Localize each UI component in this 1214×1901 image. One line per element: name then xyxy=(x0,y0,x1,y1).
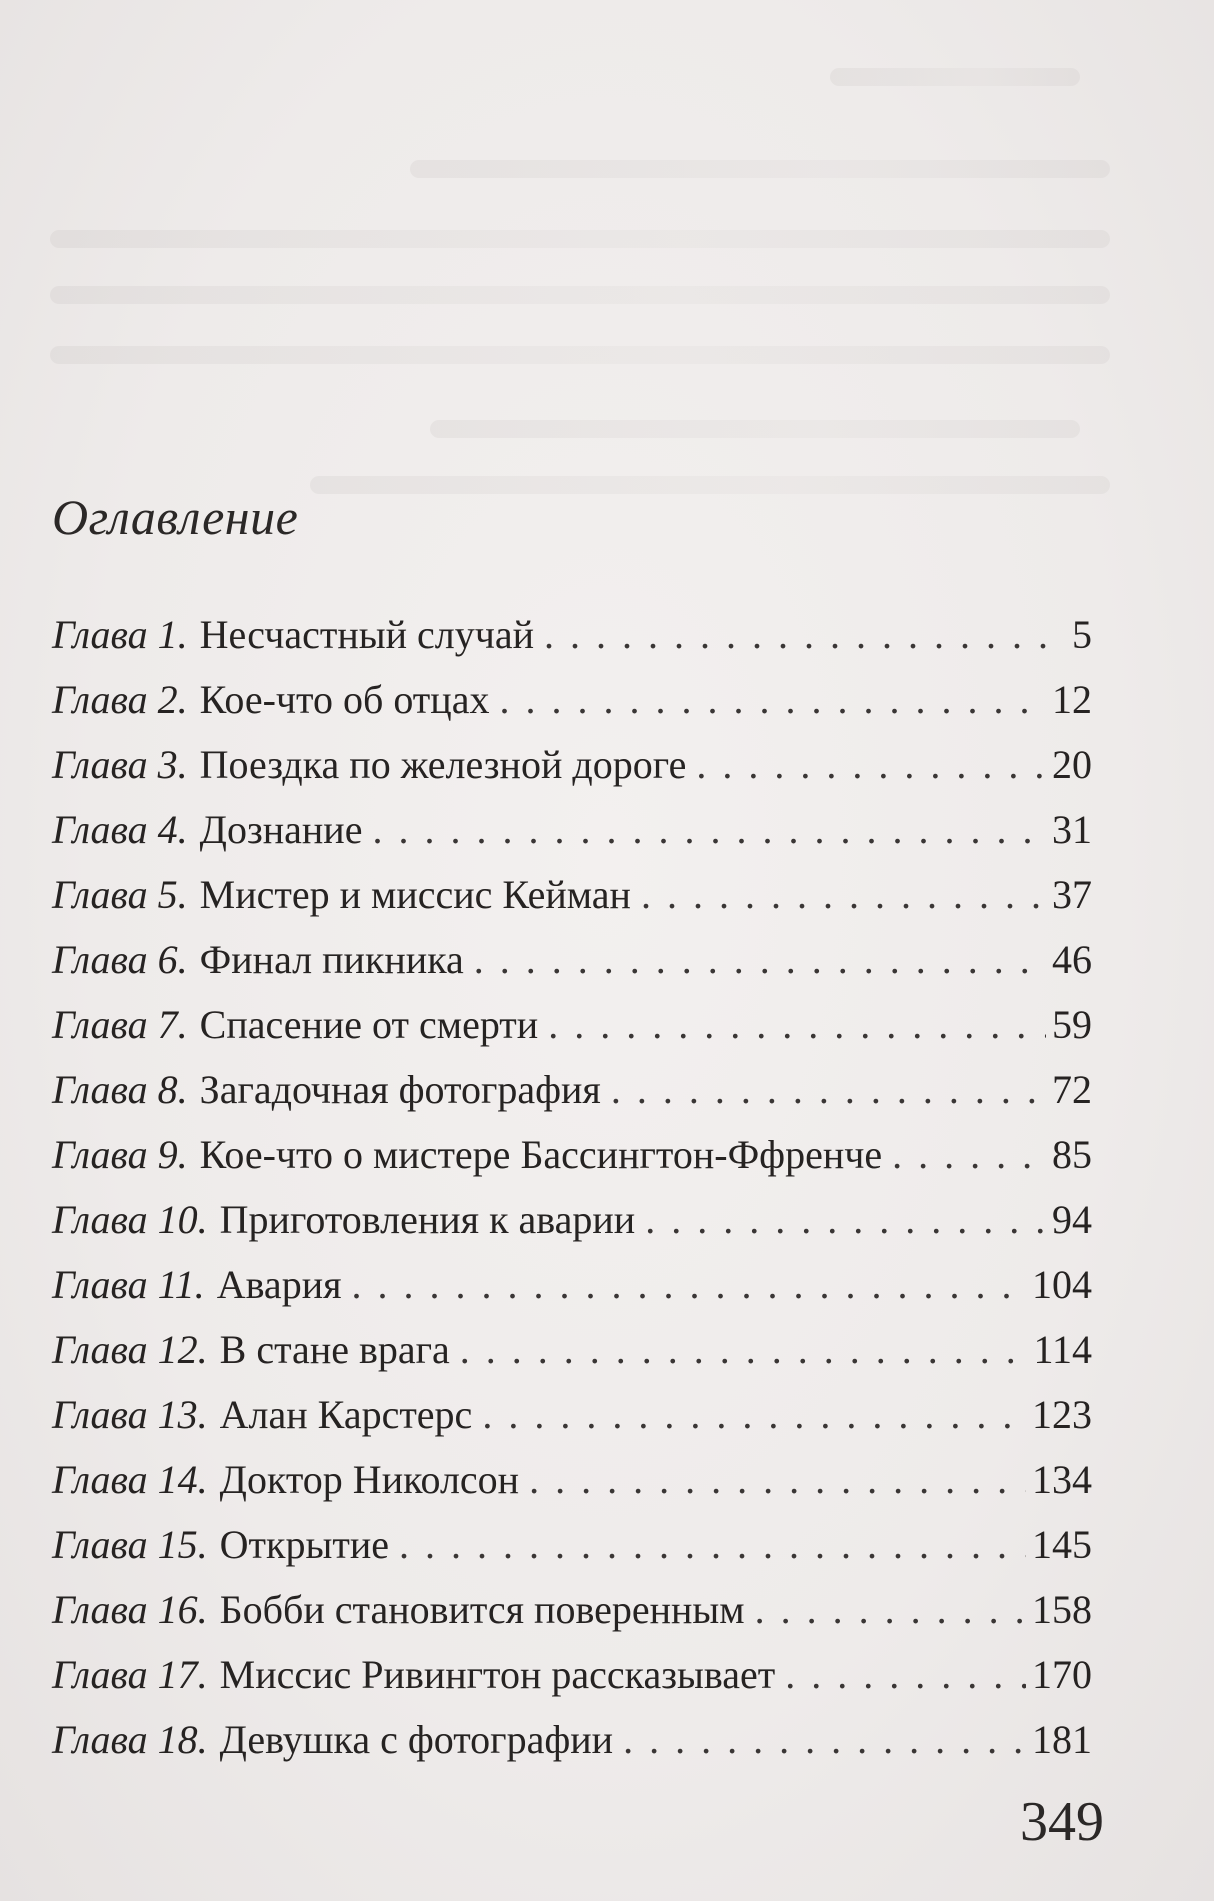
chapter-title: Поездка по железной дороге xyxy=(199,742,687,787)
dot-leader xyxy=(785,1642,1026,1707)
dot-leader xyxy=(544,602,1046,667)
chapter-label: Глава 11. xyxy=(52,1262,205,1307)
toc-entry xyxy=(52,602,1092,667)
chapter-page-number: 85 xyxy=(1052,1132,1092,1177)
dot-leader xyxy=(460,1317,1028,1382)
chapter-title: Загадочная фотография xyxy=(199,1067,601,1112)
toc-entry xyxy=(52,992,1092,1057)
chapter-label: Глава 6. xyxy=(52,937,188,982)
toc-entry xyxy=(52,797,1092,862)
dot-leader xyxy=(352,1252,1027,1317)
chapter-page-number: 31 xyxy=(1052,807,1092,852)
chapter-title: Кое-что об отцах xyxy=(199,677,490,722)
chapter-title: Открытие xyxy=(219,1522,389,1567)
chapter-title: Авария xyxy=(216,1262,342,1307)
show-through-text xyxy=(50,40,1100,510)
chapter-page-number: 170 xyxy=(1032,1652,1092,1697)
toc-entry xyxy=(52,1252,1092,1317)
toc-entry xyxy=(52,1187,1092,1252)
toc-entry xyxy=(52,1707,1092,1772)
chapter-title: Финал пикника xyxy=(199,937,464,982)
chapter-page-number: 5 xyxy=(1072,612,1092,657)
page-number: 349 xyxy=(1020,1791,1104,1853)
chapter-label: Глава 2. xyxy=(52,677,188,722)
toc-entry xyxy=(52,1122,1092,1187)
chapter-label: Глава 8. xyxy=(52,1067,188,1112)
toc-entry xyxy=(52,1447,1092,1512)
chapter-label: Глава 10. xyxy=(52,1197,208,1242)
chapter-title: Дознание xyxy=(199,807,363,852)
dot-leader xyxy=(611,1057,1046,1122)
dot-leader xyxy=(474,927,1046,992)
toc-entry xyxy=(52,1577,1092,1642)
dot-leader xyxy=(645,1187,1046,1252)
chapter-label: Глава 7. xyxy=(52,1002,188,1047)
toc-heading: Оглавление xyxy=(52,489,299,545)
toc-entry xyxy=(52,1057,1092,1122)
chapter-title: Бобби становится поверенным xyxy=(219,1587,745,1632)
toc-entry xyxy=(52,1642,1092,1707)
chapter-title: Девушка с фотографии xyxy=(219,1717,614,1762)
chapter-title: Мистер и миссис Кейман xyxy=(199,872,631,917)
dot-leader xyxy=(482,1382,1026,1447)
chapter-title: Миссис Ривингтон рассказывает xyxy=(219,1652,776,1697)
chapter-label: Глава 1. xyxy=(52,612,188,657)
chapter-label: Глава 9. xyxy=(52,1132,188,1177)
chapter-page-number: 134 xyxy=(1032,1457,1092,1502)
chapter-label: Глава 15. xyxy=(52,1522,208,1567)
chapter-label: Глава 16. xyxy=(52,1587,208,1632)
chapter-page-number: 145 xyxy=(1032,1522,1092,1567)
toc-entry xyxy=(52,732,1092,797)
dot-leader xyxy=(696,732,1046,797)
chapter-title: В стане врага xyxy=(219,1327,450,1372)
chapter-title: Несчастный случай xyxy=(199,612,535,657)
toc-list xyxy=(52,602,1092,1772)
dot-leader xyxy=(623,1707,1026,1772)
toc-entry xyxy=(52,862,1092,927)
chapter-page-number: 94 xyxy=(1052,1197,1092,1242)
chapter-label: Глава 14. xyxy=(52,1457,208,1502)
chapter-label: Глава 17. xyxy=(52,1652,208,1697)
chapter-title: Алан Карстерс xyxy=(219,1392,473,1437)
chapter-label: Глава 4. xyxy=(52,807,188,852)
dot-leader xyxy=(529,1447,1026,1512)
chapter-label: Глава 18. xyxy=(52,1717,208,1762)
chapter-page-number: 123 xyxy=(1032,1392,1092,1437)
chapter-title: Доктор Николсон xyxy=(219,1457,520,1502)
chapter-page-number: 37 xyxy=(1052,872,1092,917)
chapter-label: Глава 13. xyxy=(52,1392,208,1437)
toc-entry xyxy=(52,667,1092,732)
chapter-page-number: 114 xyxy=(1033,1327,1092,1372)
chapter-page-number: 158 xyxy=(1032,1587,1092,1632)
dot-leader xyxy=(499,667,1046,732)
chapter-page-number: 12 xyxy=(1052,677,1092,722)
dot-leader xyxy=(892,1122,1046,1187)
dot-leader xyxy=(548,992,1046,1057)
chapter-page-number: 46 xyxy=(1052,937,1092,982)
dot-leader xyxy=(399,1512,1026,1577)
dot-leader xyxy=(755,1577,1026,1642)
toc-entry xyxy=(52,1317,1092,1382)
chapter-page-number: 104 xyxy=(1032,1262,1092,1307)
chapter-label: Глава 3. xyxy=(52,742,188,787)
toc-entry xyxy=(52,1382,1092,1447)
chapter-title: Кое-что о мистере Бассингтон-Ффренче xyxy=(199,1132,883,1177)
toc-entry xyxy=(52,927,1092,992)
chapter-label: Глава 12. xyxy=(52,1327,208,1372)
chapter-page-number: 181 xyxy=(1032,1717,1092,1762)
chapter-page-number: 72 xyxy=(1052,1067,1092,1112)
chapter-page-number: 20 xyxy=(1052,742,1092,787)
toc-entry xyxy=(52,1512,1092,1577)
chapter-label: Глава 5. xyxy=(52,872,188,917)
dot-leader xyxy=(641,862,1046,927)
chapter-title: Спасение от смерти xyxy=(199,1002,539,1047)
chapter-title: Приготовления к аварии xyxy=(219,1197,636,1242)
chapter-page-number: 59 xyxy=(1052,1002,1092,1047)
dot-leader xyxy=(372,797,1046,862)
